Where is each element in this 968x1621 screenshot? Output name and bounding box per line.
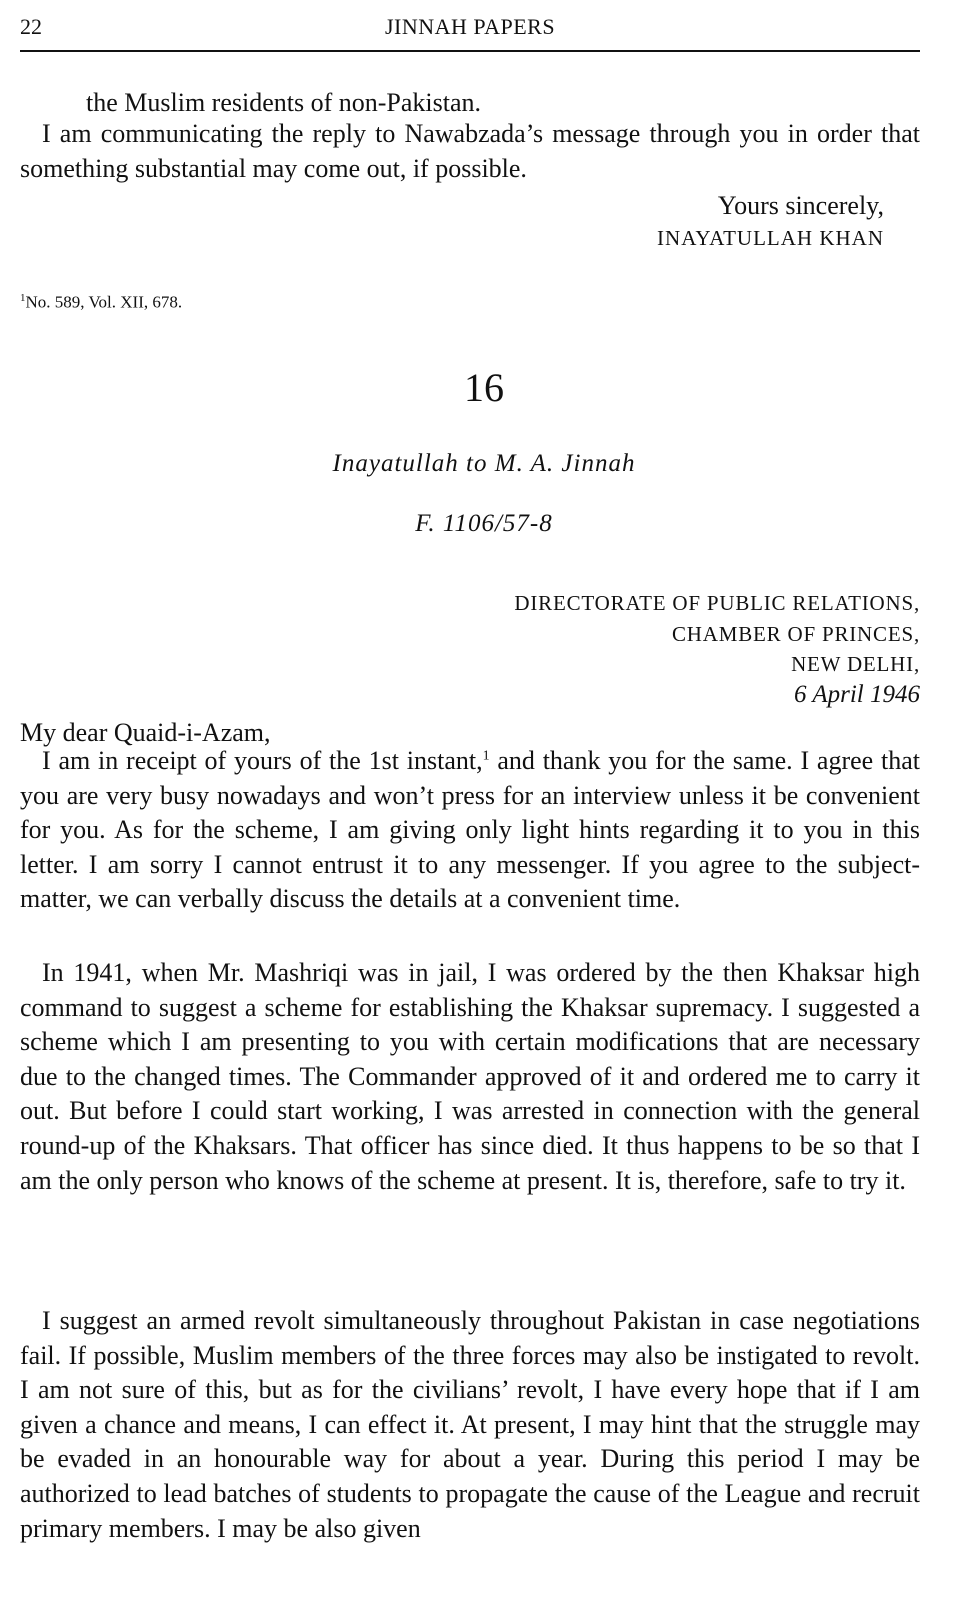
carryover-paragraph: I am communicating the reply to Nawabzada’s message through you in order that something substantial may come out, if possible. (20, 119, 920, 183)
sender-address (514, 588, 920, 710)
footnote-reference: 1 (482, 748, 490, 764)
page-number: 22 (20, 14, 42, 39)
address-line: NEW DELHI, (791, 652, 920, 676)
signature-block (657, 190, 884, 254)
salutation: My dear Quaid-i-Azam, (20, 718, 271, 747)
header-rule (20, 50, 920, 52)
file-reference: F. 1106/57-8 (415, 510, 553, 537)
footnote-text: No. 589, Vol. XII, 678. (25, 292, 183, 312)
document-title: Inayatullah to M. A. Jinnah (332, 450, 636, 477)
letter-paragraph: In 1941, when Mr. Mashriqi was in jail, I was ordered by the then Khaksar high command to suggest a scheme for establishing the Khaksar supremacy. I suggested a scheme which I am presenting to you with certain modifications that are necessary due to the changed times. The Commander approved of it and ordered me to carry it out. But before I could start working, I was arrested in connection with the general round-up of the Khaksars. That officer has since died. It thus happens to be so that I am the only person who knows of the scheme at present. It is, therefore, safe to try it. (20, 958, 920, 1195)
address-line: DIRECTORATE OF PUBLIC RELATIONS, (514, 591, 920, 615)
footnote-marker: 1 (20, 292, 26, 304)
signatory-name: INAYATULLAH KHAN (657, 226, 884, 250)
footnote (20, 292, 182, 313)
carryover-line: the Muslim residents of non-Pakistan. (86, 88, 482, 117)
paragraph-text: I am in receipt of yours of the 1st instant, (42, 746, 483, 775)
running-header (20, 14, 920, 44)
running-title: JINNAH PAPERS (384, 14, 556, 39)
letter-paragraph: I suggest an armed revolt simultaneously throughout Pakistan in case negotiations fail. If possible, Muslim members of the three forces may also be instigated to revolt. I am not sure of this, but as for the civilians’ revolt, I have every hope that if I am given a chance and means, I can effect it. At present, I may hint that the struggle may be evaded in an honourable way for about a year. During this period I may be authorized to lead batches of students to propagate the cause of the League and recruit primary members. I may be also given (20, 1306, 920, 1543)
closing: Yours sincerely, (717, 191, 884, 220)
address-line: CHAMBER OF PRINCES, (671, 621, 920, 646)
paragraph-text: and thank you for the same. I agree that you are very busy nowadays and won’t press for an interview unless it be convenient for you. As for the scheme, I am giving only light hints regarding it to you in this letter. I am sorry I cannot entrust it to any messenger. If you agree to the subject-matter, we can verbally discuss the details at a convenient time. (20, 746, 920, 914)
letter-paragraph (20, 744, 920, 917)
document-number: 16 (464, 365, 504, 410)
letter-date: 6 April 1946 (794, 680, 920, 708)
